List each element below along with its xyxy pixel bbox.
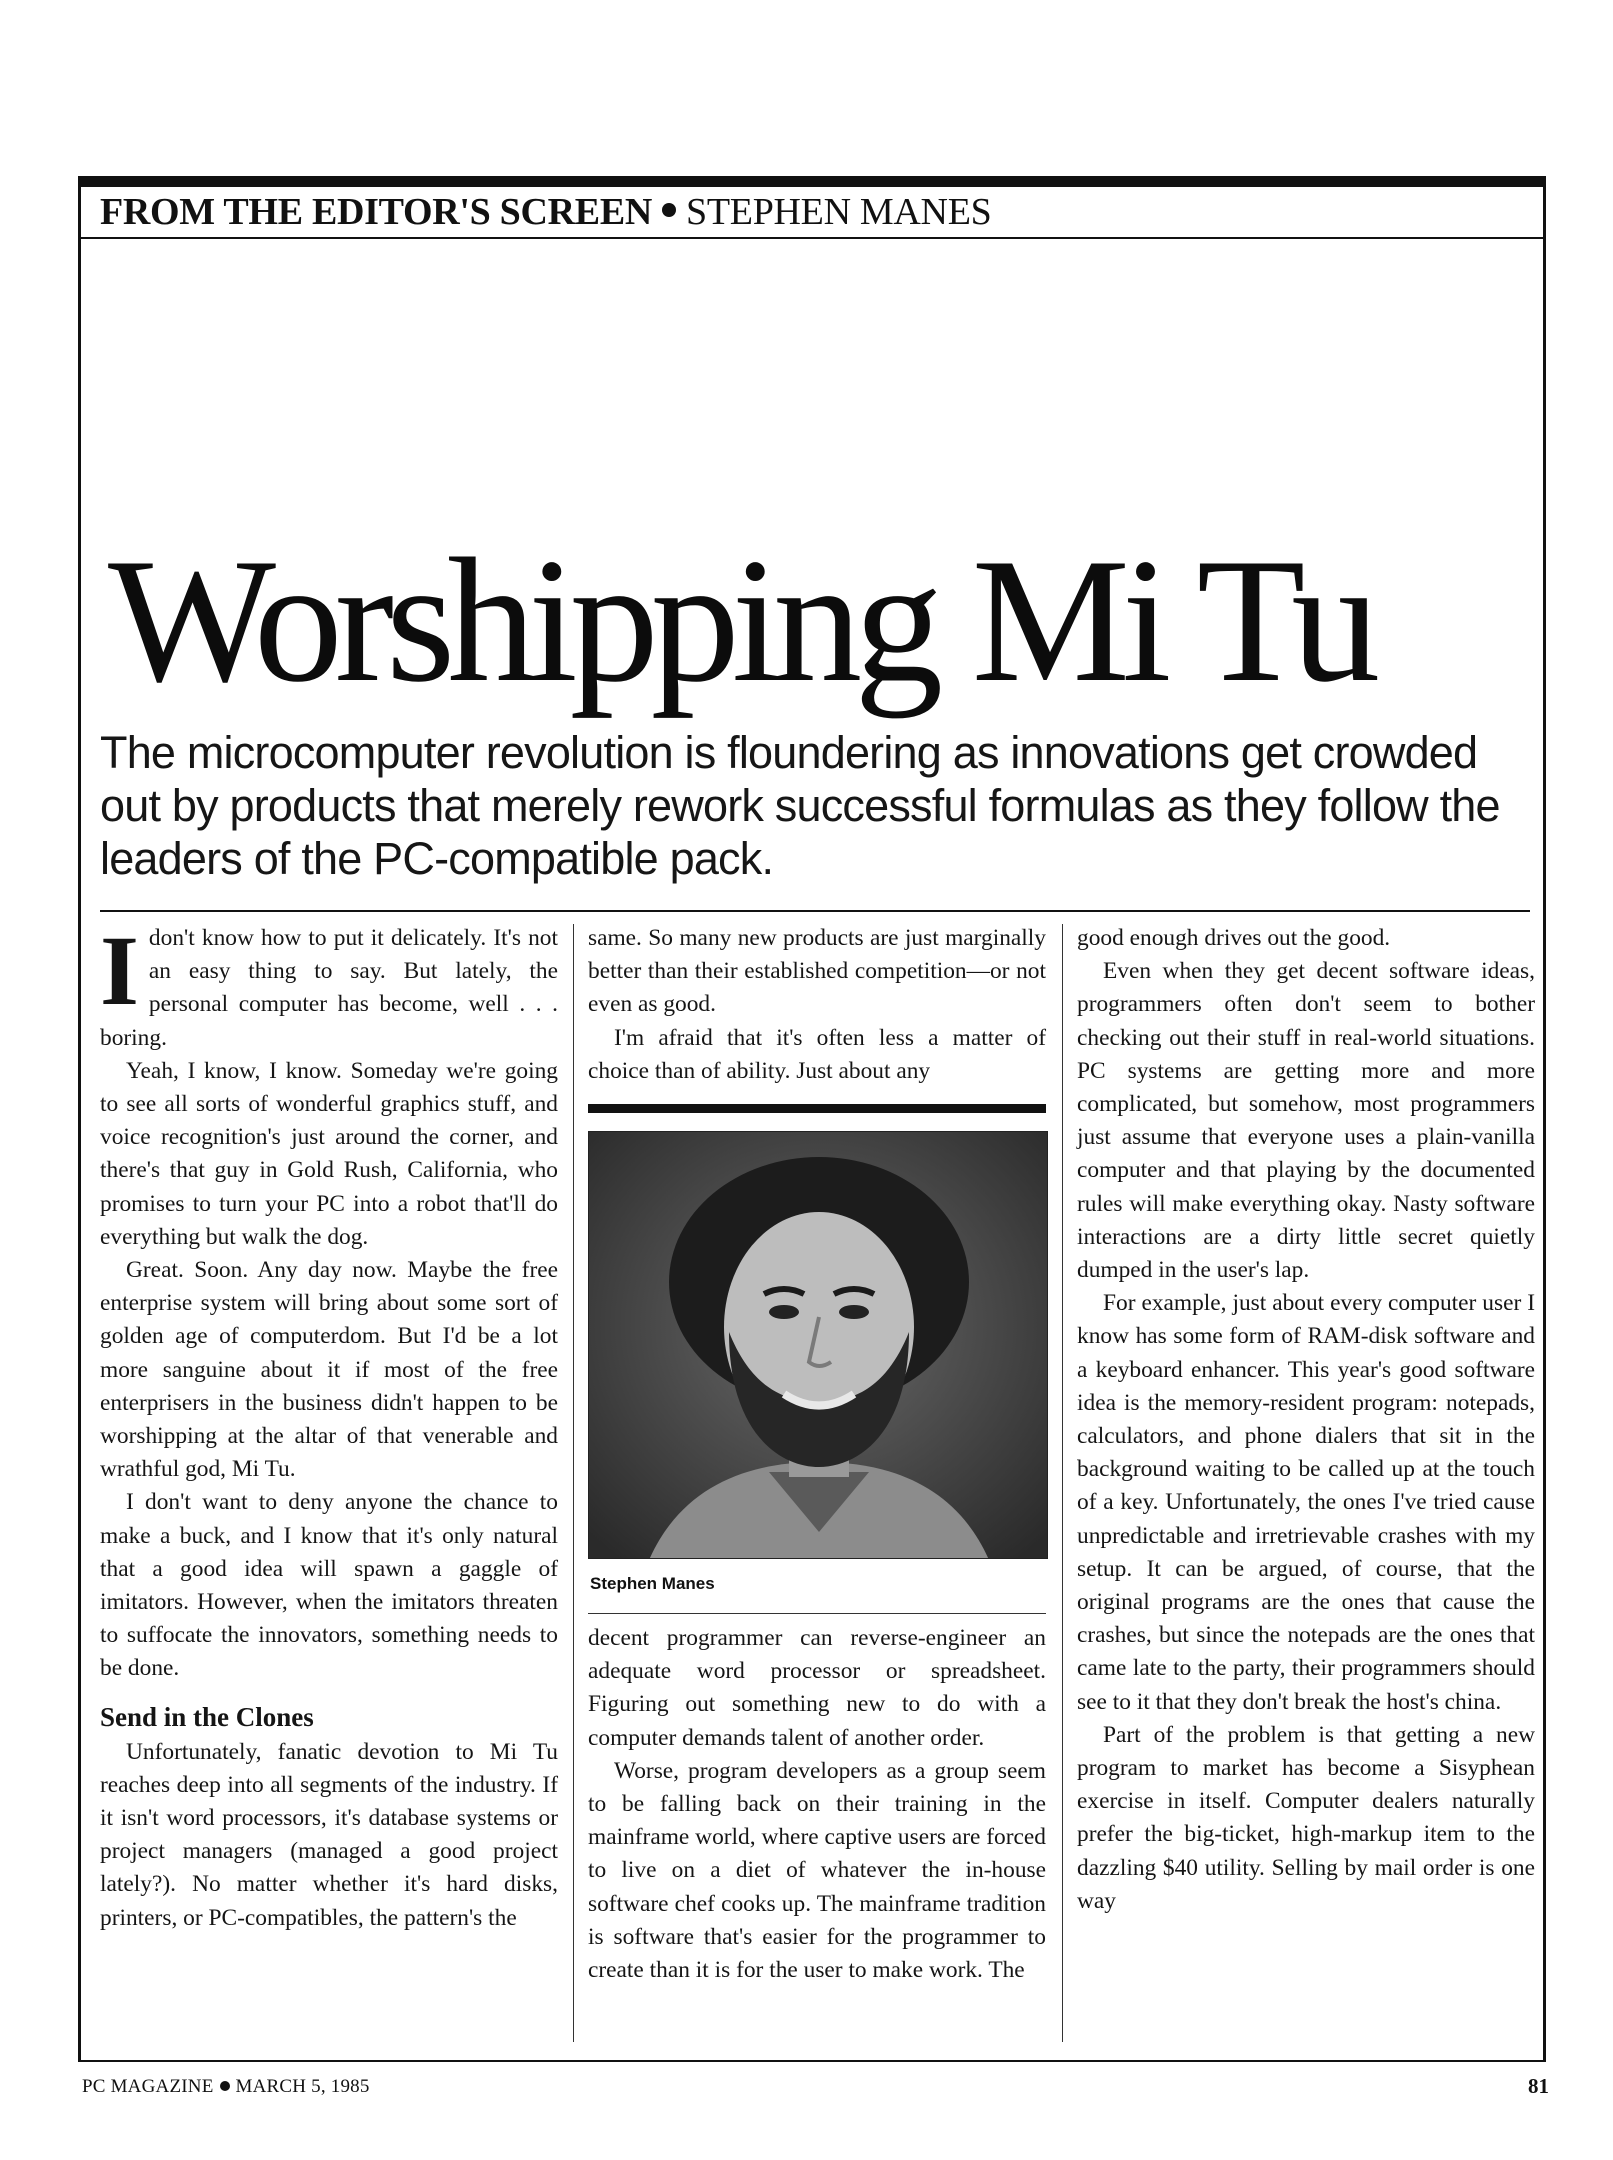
paragraph (100, 915, 558, 1055)
article-column-3 (1077, 922, 1535, 1918)
deck-rule (100, 910, 1530, 912)
paragraph: Great. Soon. Any day now. Maybe the free enterprise system will bring about some sort of golden age of computerdom. But I'd be a lot more sanguine about it if most of the free enterprisers in the business didn't happen to be worshipping at the altar of that venerable and wrathful god, Mi Tu. (100, 1257, 558, 1483)
bullet-icon (662, 203, 676, 217)
bullet-icon (220, 2081, 230, 2091)
paragraph-text: don't know how to put it delicately. It's not an easy thing to say. But lately, the personal computer has become, well . . . boring. (100, 925, 558, 1051)
footer-publication (82, 2076, 370, 2098)
photo-caption: Stephen Manes (590, 1574, 715, 1593)
paragraph: decent programmer can reverse-engineer an adequate word processor or spreadsheet. Figuring out something new to do with a computer demands talent of another order. (588, 1625, 1046, 1751)
portrait-image (589, 1132, 1048, 1559)
section-title: FROM THE EDITOR'S SCREEN (100, 191, 653, 233)
paragraph: I'm afraid that it's often less a matter of choice than of ability. Just about any (588, 1024, 1046, 1084)
article-column-2-top (588, 922, 1046, 1088)
paragraph: For example, just about every computer user I know has some form of RAM-disk software and a keyboard enhancer. This year's good software idea is the memory-resident program: notepads, calculators, and phone dialers that sit in the background waiting to be called up at the touch of a key. Unfortunately, the ones I've tried cause unpredictable and irretrievable crashes with my setup. It can be argued, of course, that the original programs are the ones that cause the crashes, but since the notepads are the ones that came late to the party, their programmers should see to it that they don't break the host's china. (1077, 1290, 1535, 1715)
section-header (78, 187, 1546, 239)
subheading: Send in the Clones (100, 1701, 314, 1732)
paragraph: Worse, program developers as a group seem to be falling back on their training in the mainframe world, where captive users are forced to live on a diet of whatever the in-house software chef cooks up. The mainframe tradition is software that's easier for the programmer to create than it is for the user to make work. The (588, 1757, 1046, 1984)
paragraph: good enough drives out the good. (1077, 925, 1391, 951)
column-divider (1062, 924, 1063, 2042)
column-divider (573, 924, 574, 2042)
page-number: 81 (1528, 2074, 1549, 2098)
headline: Worshipping Mi Tu (108, 521, 1373, 719)
issue-date: MARCH 5, 1985 (235, 2076, 370, 2097)
paragraph: Yeah, I know, I know. Someday we're going to see all sorts of wonderful graphics stuff, and voice recognition's just around the corner, and there's that guy in Gold Rush, California, who promises to turn your PC into a robot that'll do everything but walk the dog. (100, 1057, 558, 1250)
paragraph: same. So many new products are just marginally better than their established competition—or not even as good. (588, 925, 1046, 1018)
column-author: STEPHEN MANES (686, 191, 992, 233)
paragraph: I don't want to deny anyone the chance to make a buck, and I know that it's only natural that a good idea will spawn a gaggle of imitators. However, when the imitators threaten to suffocate the innovators, something needs to be done. (100, 1489, 558, 1682)
paragraph: Part of the problem is that getting a new program to market has become a Sisyphean exercise in itself. Computer dealers naturally prefer the big-ticket, high-markup item to the dazzling $40 utility. Selling by mail order is one way (1077, 1721, 1535, 1914)
paragraph: Unfortunately, fanatic devotion to Mi Tu reaches deep into all segments of the industry. If it isn't word processors, it's database systems or project managers (managed a good project lately?). No matter whether it's hard disks, printers, or PC-compatibles, the pattern's the (100, 1738, 558, 1931)
author-photo (588, 1131, 1048, 1559)
paragraph: Even when they get decent software ideas, programmers often don't seem to bother checking out their stuff in real-world situations. PC systems are getting more and more complicated, but somehow, most programmers just assume that everyone uses a plain-vanilla computer and that playing by the documented rules will make everything okay. Nasty software interactions are a dirty little secret quietly dumped in the user's lap. (1077, 958, 1535, 1284)
article-column-2-bottom (588, 1622, 1046, 1987)
publication-name: PC MAGAZINE (82, 2076, 214, 2097)
caption-rule (588, 1613, 1046, 1614)
top-rule (78, 176, 1546, 187)
drop-cap: I (100, 915, 139, 1026)
photo-rule (588, 1104, 1046, 1113)
article-column-1 (100, 915, 558, 1935)
deck-subtitle: The microcomputer revolution is floundering as innovations get crowded out by products that merely rework successful formulas as they follow the leaders of the PC-compatible pack. (100, 727, 1500, 884)
